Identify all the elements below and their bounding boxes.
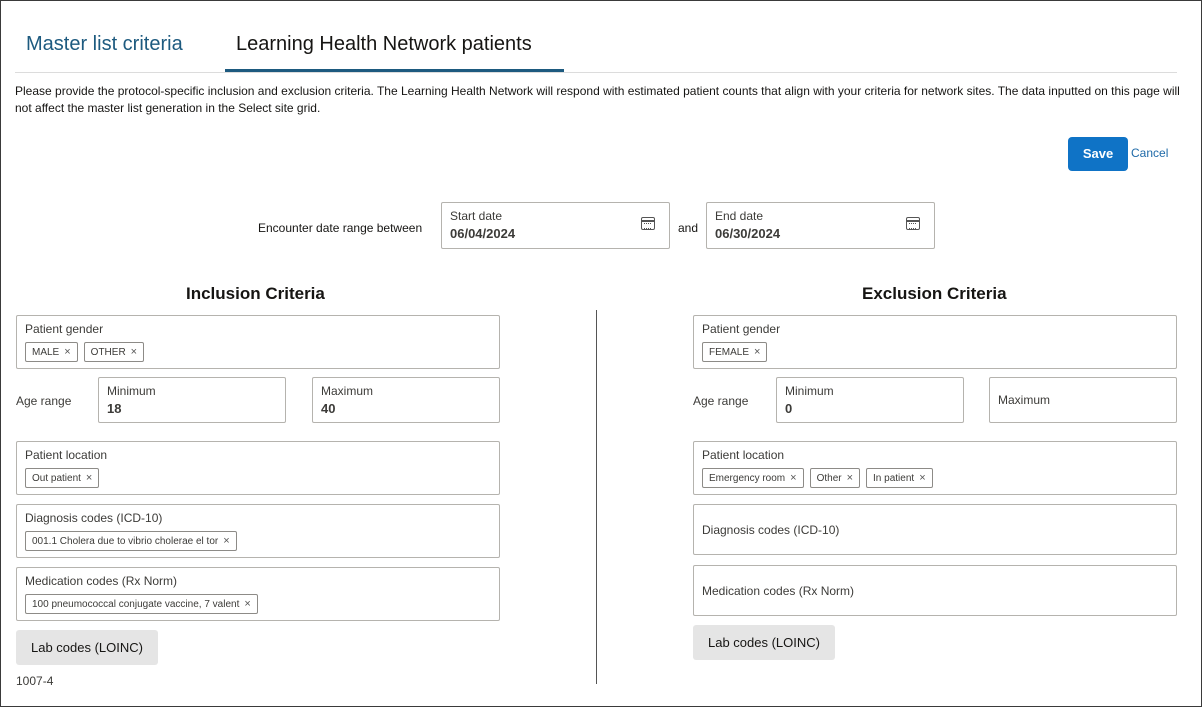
location-chip-out-patient <box>25 468 99 488</box>
cancel-link[interactable]: Cancel <box>1131 146 1169 160</box>
inclusion-patient-gender-field[interactable] <box>16 315 500 369</box>
tabs-divider <box>15 72 1177 73</box>
and-label: and <box>678 221 699 235</box>
diagnosis-chip <box>25 531 237 551</box>
exclusion-medication-codes-field[interactable] <box>693 565 1177 616</box>
close-icon[interactable]: × <box>85 472 93 484</box>
maximum-value[interactable]: 40 <box>321 401 336 416</box>
chip-label: MALE <box>32 346 60 358</box>
inclusion-medication-codes-label: Medication codes (Rx Norm) <box>25 574 178 588</box>
end-date-field[interactable] <box>706 202 935 249</box>
inclusion-age-minimum-field[interactable] <box>98 377 286 423</box>
inclusion-lab-code-value: 1007-4 <box>16 674 54 688</box>
tab-master-list-criteria[interactable]: Master list criteria <box>26 33 183 55</box>
inclusion-diagnosis-codes-field[interactable] <box>16 504 500 558</box>
location-chip-emergency-room <box>702 468 804 488</box>
save-button[interactable]: Save <box>1068 137 1128 171</box>
inclusion-criteria-title: Inclusion Criteria <box>186 284 325 303</box>
chip-label: FEMALE <box>709 346 750 358</box>
gender-chip-other <box>84 342 144 362</box>
end-date-label: End date <box>715 209 764 223</box>
start-date-label: Start date <box>450 209 503 223</box>
start-date-value[interactable]: 06/04/2024 <box>450 226 516 241</box>
chip-label: Out patient <box>32 472 81 484</box>
inclusion-age-maximum-field[interactable] <box>312 377 500 423</box>
minimum-value[interactable]: 0 <box>785 401 793 416</box>
minimum-value[interactable]: 18 <box>107 401 122 416</box>
encounter-date-range-label: Encounter date range between <box>258 221 423 235</box>
maximum-label: Maximum <box>321 384 374 398</box>
chip-label: Other <box>816 472 842 484</box>
exclusion-patient-location-field[interactable] <box>693 441 1177 495</box>
gender-chip-male <box>25 342 78 362</box>
location-chip-other <box>810 468 860 488</box>
tab-learning-health-network-patients[interactable]: Learning Health Network patients <box>236 33 532 55</box>
minimum-label: Minimum <box>107 384 156 398</box>
exclusion-diagnosis-codes-label: Diagnosis codes (ICD-10) <box>702 522 840 537</box>
end-date-value[interactable]: 06/30/2024 <box>715 226 781 241</box>
exclusion-diagnosis-codes-field[interactable] <box>693 504 1177 555</box>
calendar-icon[interactable] <box>641 217 655 230</box>
exclusion-age-minimum-field[interactable] <box>776 377 964 423</box>
close-icon[interactable]: × <box>919 472 926 484</box>
exclusion-lab-codes-button[interactable]: Lab codes (LOINC) <box>693 625 835 660</box>
inclusion-patient-location-label: Patient location <box>25 448 108 462</box>
chip-label: Emergency room <box>709 472 786 484</box>
intro-text: Please provide the protocol-specific inclusion and exclusion criteria. The Learning Health Network will respond with estimated patient counts that align with your criteria for network sites. The data inputted on this page will not affect the master list generation in the Select site grid. <box>15 84 1180 115</box>
chip-label: 001.1 Cholera due to vibrio cholerae el tor <box>32 535 219 547</box>
gender-chip-female <box>702 342 767 362</box>
start-date-field[interactable] <box>441 202 670 249</box>
chip-label: In patient <box>873 472 915 484</box>
close-icon[interactable]: × <box>223 535 230 547</box>
close-icon[interactable]: × <box>754 346 761 358</box>
minimum-label: Minimum <box>785 384 834 398</box>
inclusion-patient-gender-label: Patient gender <box>25 322 104 336</box>
exclusion-patient-gender-field[interactable] <box>693 315 1177 369</box>
close-icon[interactable]: × <box>846 472 854 484</box>
calendar-icon[interactable] <box>906 217 920 230</box>
criteria-divider <box>596 310 597 684</box>
close-icon[interactable]: × <box>130 346 138 358</box>
inclusion-diagnosis-codes-label: Diagnosis codes (ICD-10) <box>25 511 163 525</box>
exclusion-age-range-label: Age range <box>693 394 749 408</box>
close-icon[interactable]: × <box>244 598 251 610</box>
location-chip-in-patient <box>866 468 933 488</box>
exclusion-medication-codes-label: Medication codes (Rx Norm) <box>702 583 855 598</box>
close-icon[interactable]: × <box>64 346 71 358</box>
chip-label: 100 pneumococcal conjugate vaccine, 7 valent <box>32 598 240 610</box>
close-icon[interactable]: × <box>790 472 797 484</box>
inclusion-age-range-label: Age range <box>16 394 72 408</box>
inclusion-medication-codes-field[interactable] <box>16 567 500 621</box>
maximum-label: Maximum <box>998 393 1051 407</box>
exclusion-age-maximum-field[interactable] <box>989 377 1177 423</box>
inclusion-patient-location-field[interactable] <box>16 441 500 495</box>
medication-chip <box>25 594 258 614</box>
inclusion-lab-codes-button[interactable]: Lab codes (LOINC) <box>16 630 158 665</box>
exclusion-patient-location-label: Patient location <box>702 448 785 462</box>
exclusion-patient-gender-label: Patient gender <box>702 322 781 336</box>
chip-label: OTHER <box>90 346 126 358</box>
exclusion-criteria-title: Exclusion Criteria <box>862 284 1007 303</box>
